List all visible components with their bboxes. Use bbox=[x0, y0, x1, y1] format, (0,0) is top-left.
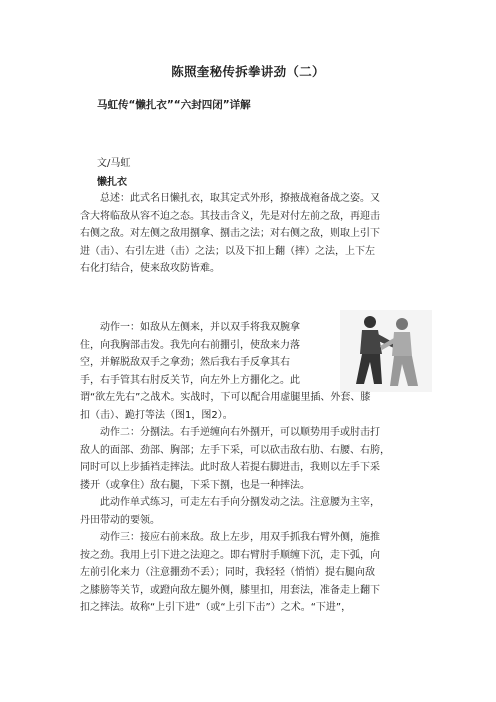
author-line: 文/马虹 bbox=[97, 158, 131, 169]
text-line: 扣之摔法。故称“上引下进”（或“上引下击”）之术。“下进”， bbox=[80, 602, 352, 613]
text-line: 含大将临敌从容不迫之态。其技击含义，先是对付左前之敌，再迎击 bbox=[80, 210, 380, 222]
article-title: 陈照奎秘传拆拳讲劲（二） bbox=[171, 64, 325, 79]
article-subtitle: 马虹传“懒扎衣”“六封四闭”详解 bbox=[97, 99, 251, 111]
text-line: 谓“欲左先右”之战术。实战时，下可以配合用虚腿里插、外套、膝 bbox=[80, 392, 371, 403]
text-line: 左前引化来力（注意掤劲不丢）；同时，我轻轻（悄悄）提右腿向敌 bbox=[80, 567, 375, 578]
text-line: 此动作单式练习，可走左右手向分捌发动之法。注意腰为主宰， bbox=[80, 497, 380, 508]
text-line: 右化打结合，使来敌攻防皆难。 bbox=[80, 263, 220, 274]
paragraph-action2 bbox=[80, 424, 420, 494]
text-line: 按之劲。我用上引下进之法迎之。即右臂肘手顺缠下沉，走下弧，向 bbox=[80, 549, 380, 561]
paragraph-action3 bbox=[80, 529, 420, 617]
paragraph-action1 bbox=[80, 319, 340, 389]
text-line: 动作二：分捌法。右手逆缠向右外捌开，可以顺势用手或肘击打 bbox=[80, 427, 380, 438]
text-line: 动作三：接应右前来敌。敌上左步，用双手抓我右臂外侧，施推 bbox=[80, 532, 380, 543]
martial-arts-figure-image bbox=[340, 310, 432, 392]
paragraph-overview bbox=[80, 190, 420, 278]
text-line: 动作一：如敌从左侧来，并以双手将我双腕拿 bbox=[80, 322, 300, 333]
text-line: 总述：此式名日懒扎衣，取其定式外形，撩掖战袍备战之姿。又 bbox=[80, 193, 380, 204]
text-line: 空，并解脱敌双手之拿劲；然后我右手反拿其右 bbox=[80, 357, 290, 368]
text-line: 住，向我胸部击发。我先向右前掤引，使敌来力落 bbox=[80, 339, 300, 351]
text-line: 同时可以上步插裆走摔法。此时敌人若提右脚进击，我则以左手下采 bbox=[80, 462, 380, 473]
text-line: 敌人的面部、劲部、胸部；左手下采，可以砍击敌右肋、右腰、右胯， bbox=[80, 444, 390, 456]
text-line: 丹田带动的要领。 bbox=[80, 514, 160, 526]
text-line: 之膝膀等关节，或蹬向敌左腿外侧，膝里扣，用套法，准备走上翻下 bbox=[80, 584, 380, 596]
paragraph-practice bbox=[80, 494, 420, 529]
text-line: 手，右手管其右肘反关节，向左外上方掤化之。此 bbox=[80, 374, 300, 386]
paragraph-action1-cont bbox=[80, 389, 420, 424]
figure-illustration bbox=[340, 310, 432, 392]
text-line: 搂开（或拿住）敌右腿，下采下捌，也是一种摔法。 bbox=[80, 479, 310, 491]
text-line: 扣（击）、跪打等法（图1，图2）。 bbox=[80, 409, 233, 421]
text-line: 进（击）、右引左进（击）之法；以及下扣上翻（摔）之法，上下左 bbox=[80, 245, 375, 257]
text-line: 右侧之敌。对左侧之敌用捌拿、捌击之法；对右侧之敌，则取上引下 bbox=[80, 228, 380, 239]
section-heading: 懒扎衣 bbox=[97, 177, 127, 188]
